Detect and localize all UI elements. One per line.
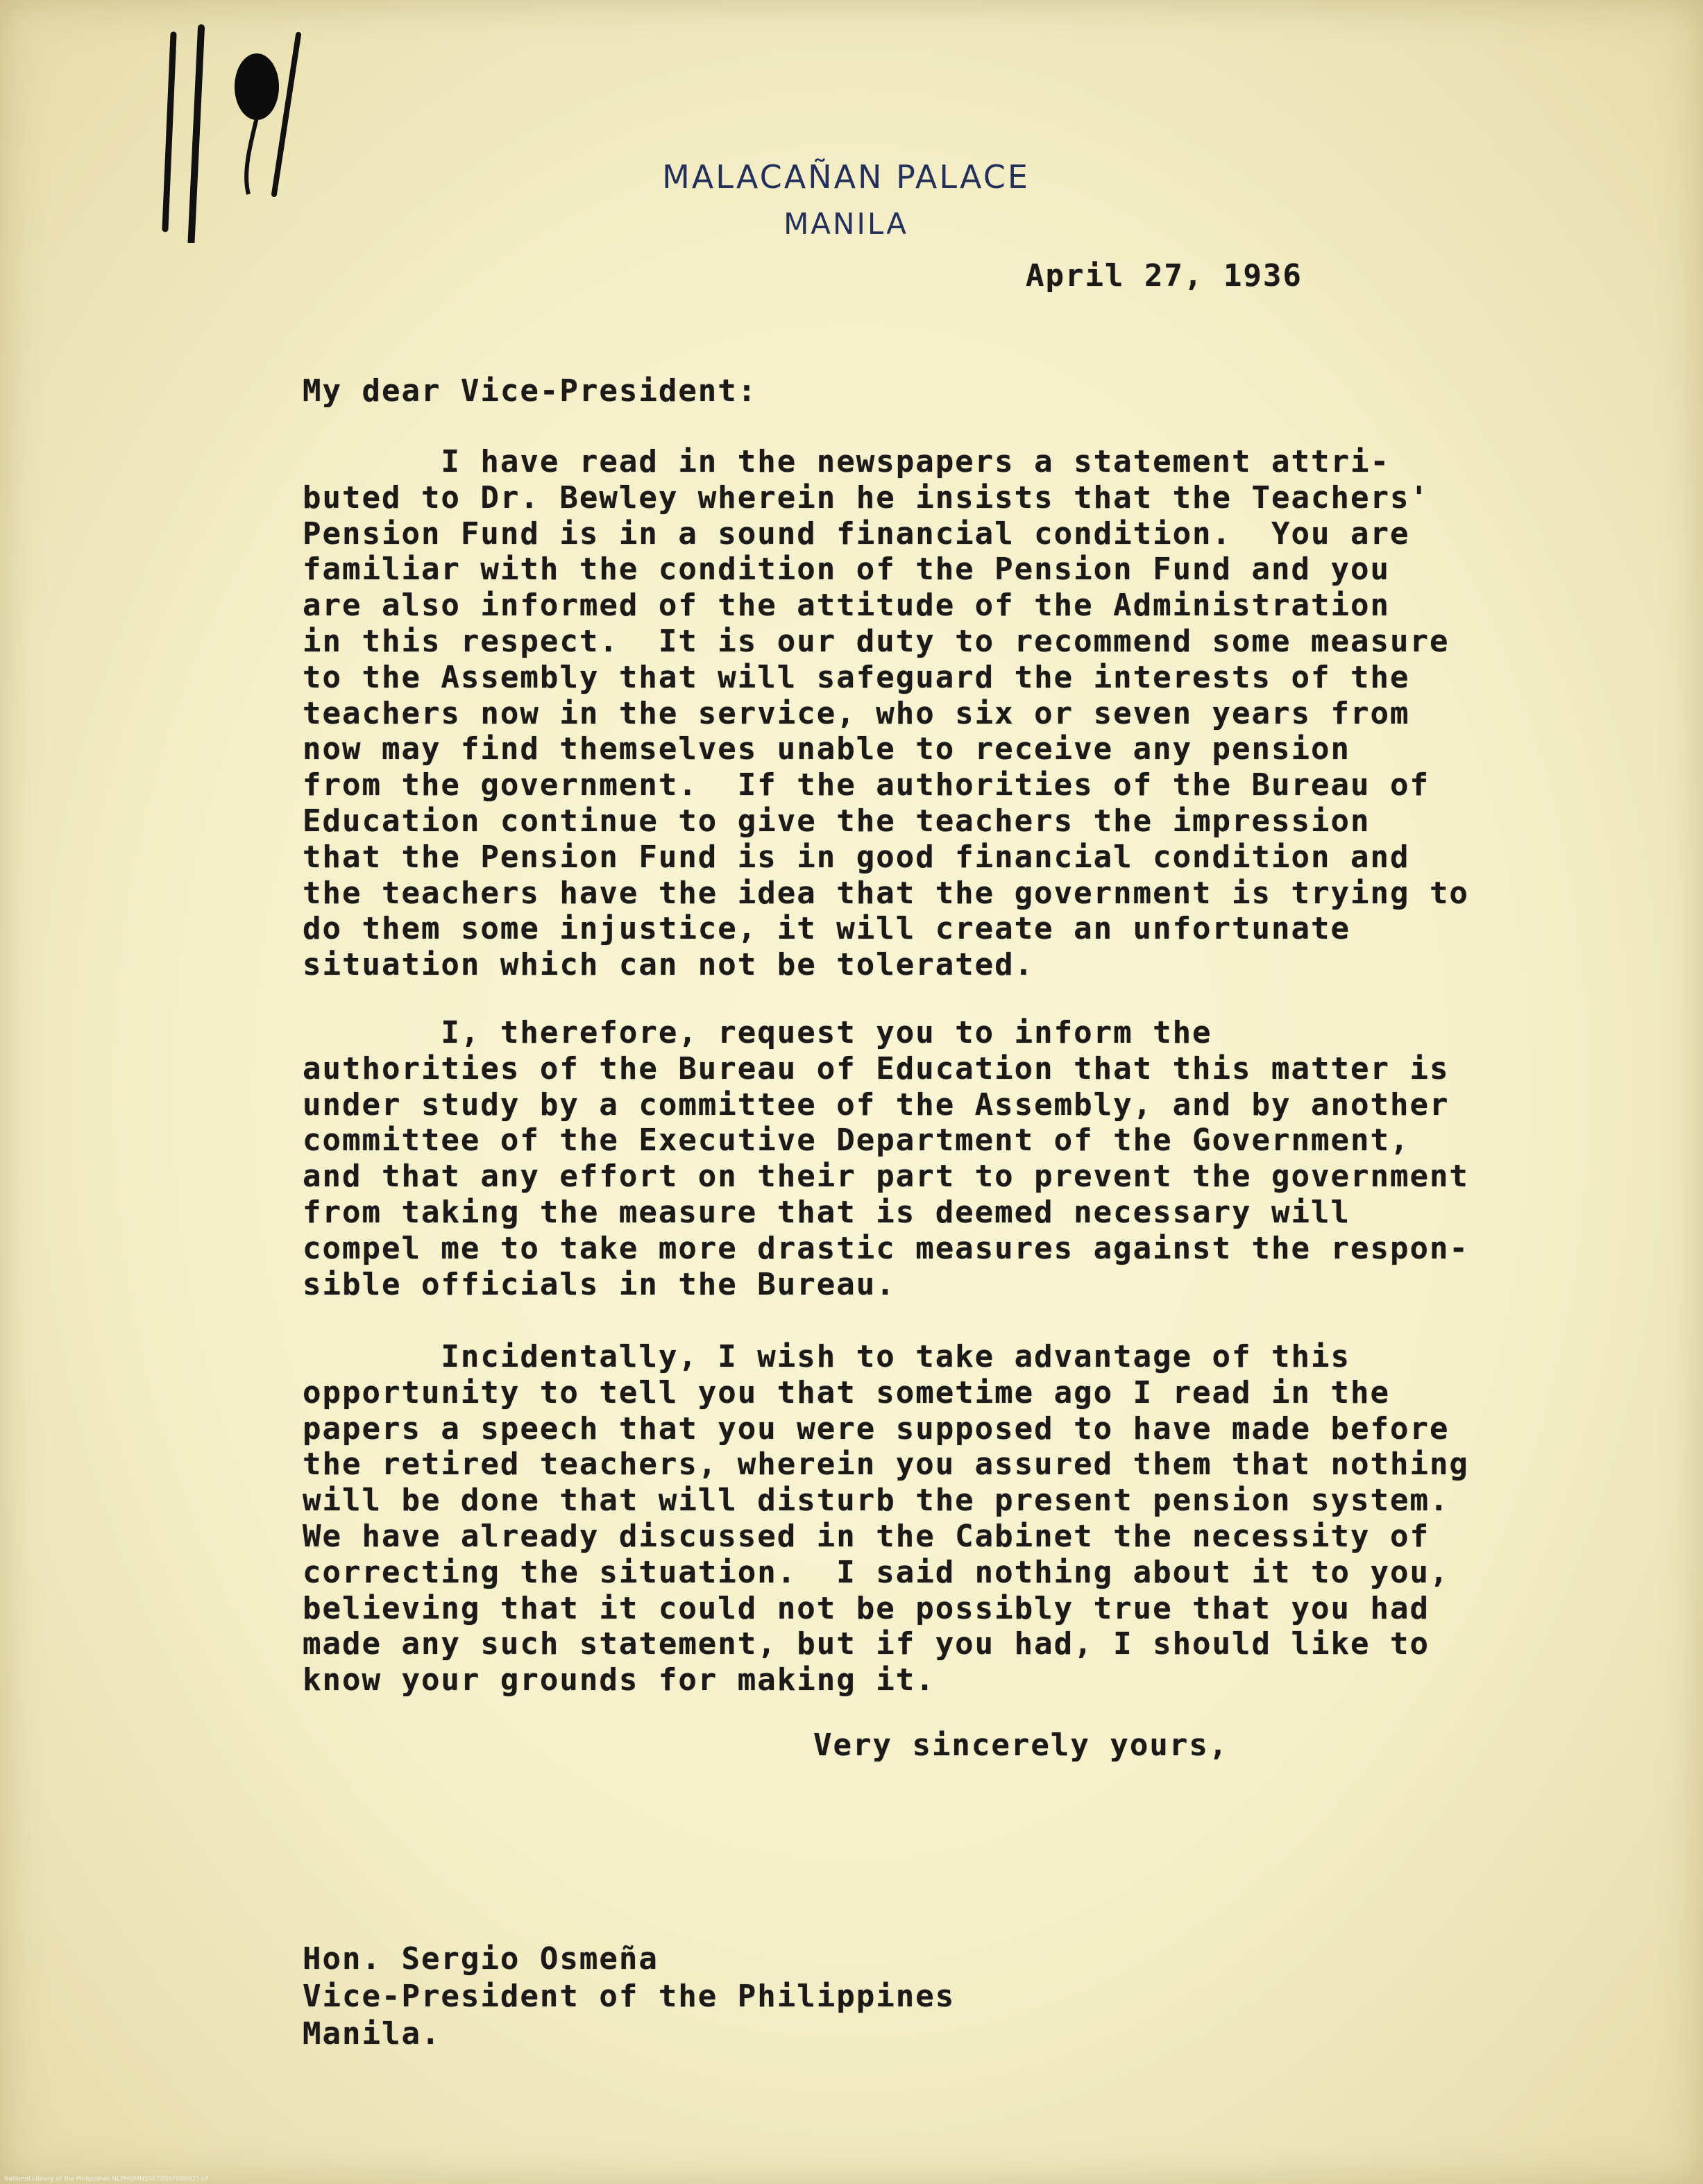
body-line: teachers now in the service, who six or seven years from [303, 695, 1410, 731]
body-line: from the government. If the authorities of the Bureau of [303, 767, 1430, 803]
body-line: We have already discussed in the Cabinet the necessity of [303, 1519, 1430, 1554]
body-line: know your grounds for making it. [303, 1662, 935, 1698]
addressee-city: Manila. [303, 2016, 441, 2051]
body-line: committee of the Executive Department of the Government, [303, 1123, 1410, 1159]
addressee-name: Hon. Sergio Osmeña [303, 1941, 659, 1977]
body-line: I have read in the newspapers a statement attri- [303, 444, 1390, 479]
body-line: I, therefore, request you to inform the [303, 1015, 1212, 1050]
body-line: now may find themselves unable to receive any pension [303, 731, 1350, 767]
body-line: familiar with the condition of the Pension Fund and you [303, 552, 1390, 588]
closing: Very sincerely yours, [813, 1727, 1229, 1763]
body-line: made any such statement, but if you had, I should like to [303, 1626, 1430, 1662]
body-line: Education continue to give the teachers the impression [303, 803, 1371, 839]
body-line: under study by a committee of the Assembly, and by another [303, 1086, 1450, 1123]
addressee-title: Vice-President of the Philippines [303, 1979, 956, 2014]
body-line: Pension Fund is in a sound financial condition. You are [303, 515, 1410, 552]
body-line: papers a speech that you were supposed to have made before [303, 1410, 1450, 1447]
body-line: to the Assembly that will safeguard the interests of the [303, 659, 1410, 695]
body-line: authorities of the Bureau of Education that this matter is [303, 1050, 1450, 1086]
body-line: that the Pension Fund is in good financial condition and [303, 839, 1410, 875]
body-line: the teachers have the idea that the government is trying to [303, 875, 1469, 911]
body-line: believing that it could not be possibly true that you had [303, 1590, 1430, 1626]
letter-date: April 27, 1936 [1026, 258, 1303, 293]
body-line: the retired teachers, wherein you assured them that nothing [303, 1447, 1469, 1483]
body-line: Incidentally, I wish to take advantage of this [303, 1339, 1350, 1374]
letterhead-title: MALACAÑAN PALACE [662, 158, 1030, 196]
body-line: compel me to take more drastic measures against the respon- [303, 1230, 1469, 1266]
salutation: My dear Vice-President: [303, 373, 758, 409]
body-line: do them some injustice, it will create an unfortunate [303, 911, 1350, 947]
body-line: will be done that will disturb the present pension system. [303, 1483, 1450, 1519]
body-line: sible officials in the Bureau. [303, 1266, 896, 1302]
body-line: and that any effort on their part to prevent the government [303, 1159, 1469, 1195]
body-line: situation which can not be tolerated. [303, 947, 1035, 983]
body-line: in this respect. It is our duty to recommend some measure [303, 624, 1450, 659]
body-line: correcting the situation. I said nothing about it to you, [303, 1554, 1450, 1590]
body-line: buted to Dr. Bewley wherein he insists that the Teachers' [303, 479, 1430, 515]
letterhead-city: MANILA [783, 207, 908, 241]
archive-footer: National Library of the Philippines NLPMQMNS007B06F006025.tif [4, 2176, 208, 2183]
body-line: from taking the measure that is deemed necessary will [303, 1195, 1350, 1230]
body-line: opportunity to tell you that sometime ago I read in the [303, 1374, 1390, 1410]
body-line: are also informed of the attitude of the Administration [303, 588, 1390, 624]
